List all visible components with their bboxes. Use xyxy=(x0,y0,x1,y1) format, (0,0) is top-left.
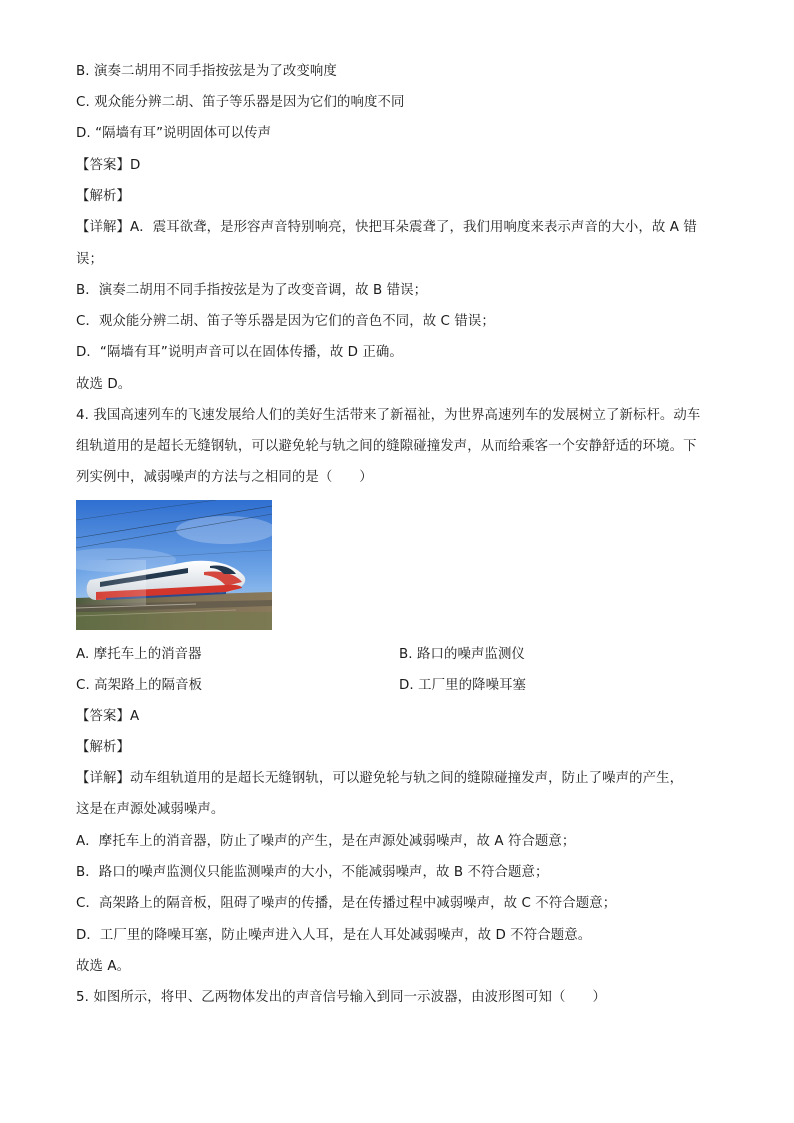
high-speed-train-image xyxy=(76,500,272,630)
conclusion-line: 故选 A。 xyxy=(76,959,131,974)
answer-line: 【答案】D xyxy=(76,158,141,173)
option-b-line: B. 演奏二胡用不同手指按弦是为了改变响度 xyxy=(76,64,337,79)
explanation-line: C．高架路上的隔音板，阻碍了噪声的传播，是在传播过程中减弱噪声，故 C 不符合题意； xyxy=(76,896,617,911)
explanation-line: C．观众能分辨二胡、笛子等乐器是因为它们的音色不同，故 C 错误； xyxy=(76,314,495,329)
analysis-heading: 【解析】 xyxy=(76,740,130,755)
question-5-line: 5. 如图所示，将甲、乙两物体发出的声音信号输入到同一示波器，由波形图可知（ ） xyxy=(76,990,606,1005)
explanation-line: 【详解】A．震耳欲聋，是形容声音特别响亮，快把耳朵震聋了，我们用响度来表示声音的大小，故 A 错 xyxy=(76,220,697,235)
explanation-line: 误； xyxy=(76,252,103,267)
explanation-line: B．演奏二胡用不同手指按弦是为了改变音调，故 B 错误； xyxy=(76,283,428,298)
option-d: D. 工厂里的降噪耳塞 xyxy=(399,678,527,693)
analysis-heading: 【解析】 xyxy=(76,189,130,204)
question-4-line: 列实例中，减弱噪声的方法与之相同的是（ ） xyxy=(76,470,373,485)
explanation-line: 这是在声源处减弱噪声。 xyxy=(76,802,225,817)
option-c-line: C. 观众能分辨二胡、笛子等乐器是因为它们的响度不同 xyxy=(76,95,405,110)
conclusion-line: 故选 D。 xyxy=(76,377,132,392)
option-d-line: D. “隔墙有耳”说明固体可以传声 xyxy=(76,126,272,141)
option-b: B. 路口的噪声监测仪 xyxy=(399,647,525,662)
explanation-line: D．工厂里的降噪耳塞，防止噪声进入人耳，是在人耳处减弱噪声，故 D 不符合题意。 xyxy=(76,928,592,943)
explanation-line: B．路口的噪声监测仪只能监测噪声的大小，不能减弱噪声，故 B 不符合题意； xyxy=(76,865,549,880)
answer-line: 【答案】A xyxy=(76,709,140,724)
explanation-line: 【详解】动车组轨道用的是超长无缝钢轨，可以避免轮与轨之间的缝隙碰撞发声，防止了噪声的产生， xyxy=(76,771,684,786)
explanation-line: A．摩托车上的消音器，防止了噪声的产生，是在声源处减弱噪声，故 A 符合题意； xyxy=(76,834,576,849)
option-a: A. 摩托车上的消音器 xyxy=(76,647,202,662)
explanation-line: D．“隔墙有耳”说明声音可以在固体传播，故 D 正确。 xyxy=(76,345,403,360)
train-illustration xyxy=(76,500,272,630)
question-4-line: 4. 我国高速列车的飞速发展给人们的美好生活带来了新福祉，为世界高速列车的发展树立了新标杆。动车 xyxy=(76,408,701,423)
option-c: C. 高架路上的隔音板 xyxy=(76,678,203,693)
question-4-line: 组轨道用的是超长无缝钢轨，可以避免轮与轨之间的缝隙碰撞发声，从而给乘客一个安静舒适的环境。下 xyxy=(76,439,697,454)
